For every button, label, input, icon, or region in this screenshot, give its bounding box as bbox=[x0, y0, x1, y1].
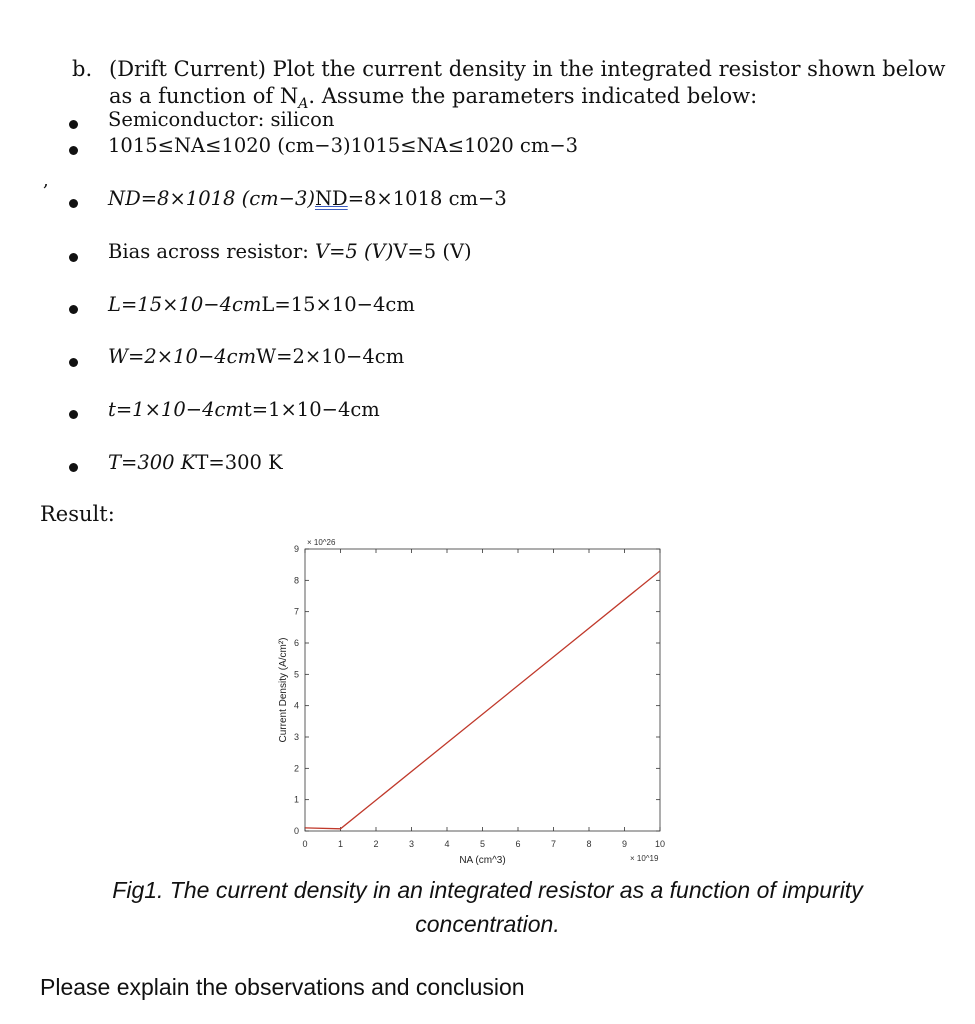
item-thickness-a: t=1×10−4cm bbox=[108, 398, 244, 421]
item-bias bbox=[108, 240, 472, 264]
x-tick-label: 9 bbox=[621, 839, 628, 849]
item-temperature-b: T=300 K bbox=[195, 451, 283, 474]
item-length-a: L=15×10−4cm bbox=[108, 293, 262, 316]
figure-caption bbox=[0, 873, 975, 941]
question-text-main: (Drift Current) Plot the current density in the integrated resistor shown below as a function of N bbox=[109, 57, 946, 108]
x-axis-label: NA (cm^3) bbox=[459, 855, 506, 866]
item-thickness-b: t=1×10−4cm bbox=[243, 398, 380, 421]
item-bias-c: V=5 (V) bbox=[393, 240, 472, 263]
result-label: Result: bbox=[40, 502, 115, 526]
prompt-text: Please explain the observations and conclusion bbox=[40, 974, 525, 1000]
x-tick-label: 10 bbox=[654, 839, 666, 849]
y-tick-label: 9 bbox=[293, 544, 299, 554]
x-tick-label: 4 bbox=[444, 839, 450, 849]
item-nd-a: ND=8×1018 (cm−3) bbox=[108, 187, 315, 210]
item-nd bbox=[108, 187, 507, 211]
item-temperature-a: T=300 K bbox=[108, 451, 196, 474]
x-multiplier: × 10^19 bbox=[630, 854, 659, 863]
x-tick-label: 3 bbox=[408, 839, 415, 849]
caption-line-1: Fig1. The current density in an integrated resistor as a function of impurity bbox=[112, 877, 863, 903]
x-tick-label: 0 bbox=[302, 839, 308, 849]
bullet-icon bbox=[69, 305, 78, 314]
item-semiconductor: Semiconductor: silicon bbox=[108, 108, 335, 131]
current-density-chart bbox=[250, 530, 690, 875]
bullet-icon bbox=[69, 463, 78, 472]
x-tick-label: 1 bbox=[337, 839, 344, 849]
y-tick-label: 1 bbox=[293, 794, 299, 805]
y-tick-label: 4 bbox=[293, 700, 299, 711]
stray-comma: , bbox=[43, 170, 49, 191]
y-axis-label: Current Density (A/cm²) bbox=[278, 637, 289, 743]
item-temperature bbox=[108, 451, 283, 475]
y-tick-label: 2 bbox=[293, 763, 299, 774]
item-bias-b: V=5 (V) bbox=[315, 240, 394, 263]
question-text-tail: . Assume the parameters indicated below: bbox=[308, 84, 758, 108]
x-tick-label: 8 bbox=[586, 839, 592, 849]
x-tick-label: 6 bbox=[515, 839, 521, 849]
item-length-b: L=15×10−4cm bbox=[261, 293, 415, 316]
item-nd-c: =8×1018 cm−3 bbox=[347, 187, 507, 210]
y-tick-label: 6 bbox=[293, 638, 299, 648]
y-tick-label: 3 bbox=[293, 732, 299, 742]
caption-line-2: concentration. bbox=[415, 911, 560, 937]
bullet-icon bbox=[69, 358, 78, 367]
y-tick-label: 8 bbox=[293, 575, 299, 586]
y-tick-label: 7 bbox=[293, 606, 299, 617]
y-multiplier: × 10^26 bbox=[307, 538, 336, 547]
item-na-range: 1015≤NA≤1020 (cm−3)1015≤NA≤1020 cm−3 bbox=[108, 134, 579, 157]
bullet-icon bbox=[69, 120, 78, 129]
y-tick-label: 0 bbox=[293, 826, 299, 836]
x-tick-label: 5 bbox=[479, 839, 486, 849]
bullet-icon bbox=[69, 146, 78, 155]
x-tick-label: 7 bbox=[550, 839, 557, 849]
item-length bbox=[108, 293, 415, 317]
item-bias-a: Bias across resistor: bbox=[108, 240, 315, 263]
y-tick-label: 5 bbox=[293, 669, 299, 680]
bullet-icon bbox=[69, 199, 78, 208]
item-width-a: W=2×10−4cm bbox=[108, 345, 257, 368]
question-text-sub: A bbox=[298, 96, 309, 113]
plot-area bbox=[278, 538, 665, 866]
item-nd-link[interactable]: ND bbox=[314, 187, 348, 210]
question-label: b. bbox=[72, 57, 93, 81]
bullet-icon bbox=[69, 253, 78, 262]
plot-frame bbox=[305, 549, 660, 831]
item-thickness bbox=[108, 398, 380, 422]
item-width bbox=[108, 345, 404, 369]
x-tick-label: 2 bbox=[373, 839, 379, 849]
bullet-icon bbox=[69, 410, 78, 419]
item-width-b: W=2×10−4cm bbox=[256, 345, 405, 368]
